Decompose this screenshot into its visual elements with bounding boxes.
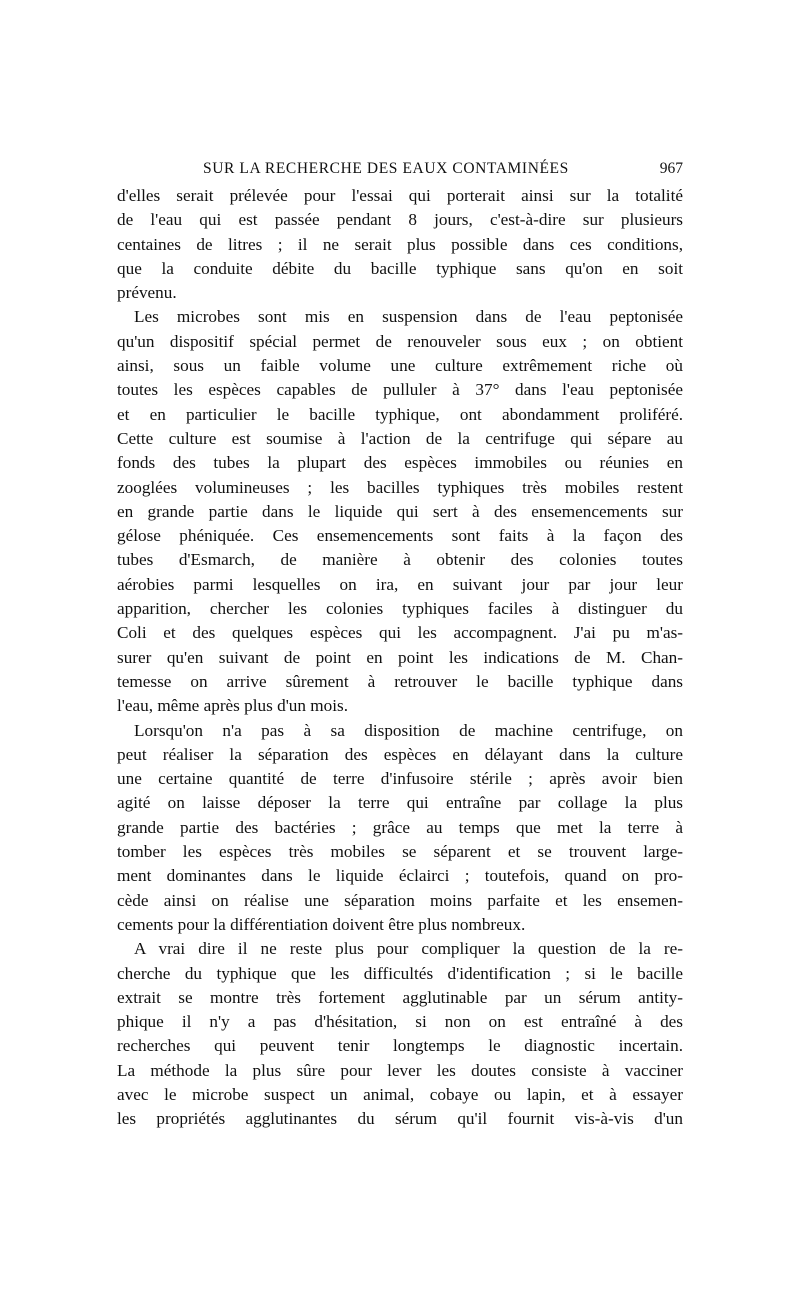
- page-number: 967: [659, 160, 683, 177]
- text-line: cède ainsi on réalise une séparation moins parfaite et les ensemen-: [117, 890, 683, 910]
- text-line: qu'un dispositif spécial permet de renouveler sous eux ; on obtient: [117, 331, 683, 351]
- text-line: ainsi, sous un faible volume une culture extrêmement riche où: [117, 356, 683, 376]
- text-line: les propriétés agglutinantes du sérum qu'il fournit vis-à-vis d'un: [117, 1109, 683, 1129]
- text-line: grande partie des bactéries ; grâce au temps que met la terre à: [117, 817, 683, 837]
- text-line: avec le microbe suspect un animal, cobaye ou lapin, et à essayer: [117, 1084, 683, 1104]
- text-line: aérobies parmi lesquelles on ira, en suivant jour par jour leur: [117, 574, 683, 594]
- text-line: toutes les espèces capables de pulluler à 37° dans l'eau peptonisée: [117, 380, 683, 400]
- text-line: apparition, chercher les colonies typhiques faciles à distinguer du: [117, 599, 683, 619]
- text-line: que la conduite débite du bacille typhique sans qu'on en soit: [117, 258, 683, 278]
- text-line: une certaine quantité de terre d'infusoire stérile ; après avoir bien: [117, 769, 683, 789]
- text-line: Cette culture est soumise à l'action de la centrifuge qui sépare au: [117, 428, 683, 448]
- paragraph-2: [117, 305, 683, 718]
- text-line: zooglées volumineuses ; les bacilles typhiques très mobiles restent: [117, 477, 683, 497]
- text-line: d'elles serait prélevée pour l'essai qui porterait ainsi sur la totalité: [117, 186, 683, 205]
- text-line: fonds des tubes la plupart des espèces immobiles ou réunies en: [117, 453, 683, 473]
- text-line: de l'eau qui est passée pendant 8 jours, c'est-à-dire sur plusieurs: [117, 210, 683, 230]
- running-title: SUR LA RECHERCHE DES EAUX CONTAMINÉES: [203, 160, 569, 177]
- text-line: ment dominantes dans le liquide éclairci ; toutefois, quand on pro-: [117, 866, 683, 886]
- text-line: tubes d'Esmarch, de manière à obtenir des colonies toutes: [117, 550, 683, 570]
- text-line: et en particulier le bacille typhique, ont abondamment proliféré.: [117, 404, 683, 424]
- paragraph-4: [117, 937, 683, 1131]
- text-line: peut réaliser la séparation des espèces en délayant dans la culture: [117, 744, 683, 764]
- text-line: Les microbes sont mis en suspension dans de l'eau peptonisée: [134, 307, 683, 327]
- text-line: cherche du typhique que les difficultés d'identification ; si le bacille: [117, 963, 683, 983]
- text-line: l'eau, même après plus d'un mois.: [117, 696, 349, 716]
- body-text: [117, 184, 683, 1132]
- text-line: La méthode la plus sûre pour lever les doutes consiste à vacciner: [117, 1060, 683, 1080]
- text-line: agité on laisse déposer la terre qui entraîne par collage la plus: [117, 793, 683, 813]
- paragraph-1: [117, 184, 683, 305]
- paragraph-3: [117, 719, 683, 938]
- text-line: Lorsqu'on n'a pas à sa disposition de machine centrifuge, on: [134, 720, 683, 740]
- text-line: cements pour la différentiation doivent être plus nombreux.: [117, 914, 526, 934]
- text-line: A vrai dire il ne reste plus pour compliquer la question de la re-: [134, 939, 683, 959]
- text-line: phique il n'y a pas d'hésitation, si non on est entraîné à des: [117, 1012, 683, 1032]
- text-line: recherches qui peuvent tenir longtemps le diagnostic incertain.: [117, 1036, 683, 1056]
- text-line: gélose phéniquée. Ces ensemencements sont faits à la façon des: [117, 526, 683, 546]
- text-line: en grande partie dans le liquide qui sert à des ensemencements sur: [117, 501, 683, 521]
- text-line: prévenu.: [117, 283, 177, 303]
- text-line: centaines de litres ; il ne serait plus possible dans ces conditions,: [117, 234, 683, 254]
- text-line: temesse on arrive sûrement à retrouver le bacille typhique dans: [117, 671, 683, 691]
- text-line: Coli et des quelques espèces qui les accompagnent. J'ai pu m'as-: [117, 623, 683, 643]
- text-line: tomber les espèces très mobiles se séparent et se trouvent large-: [117, 842, 683, 862]
- text-line: extrait se montre très fortement agglutinable par un sérum antity-: [117, 987, 683, 1007]
- running-head: [117, 160, 683, 182]
- text-line: surer qu'en suivant de point en point les indications de M. Chan-: [117, 647, 683, 667]
